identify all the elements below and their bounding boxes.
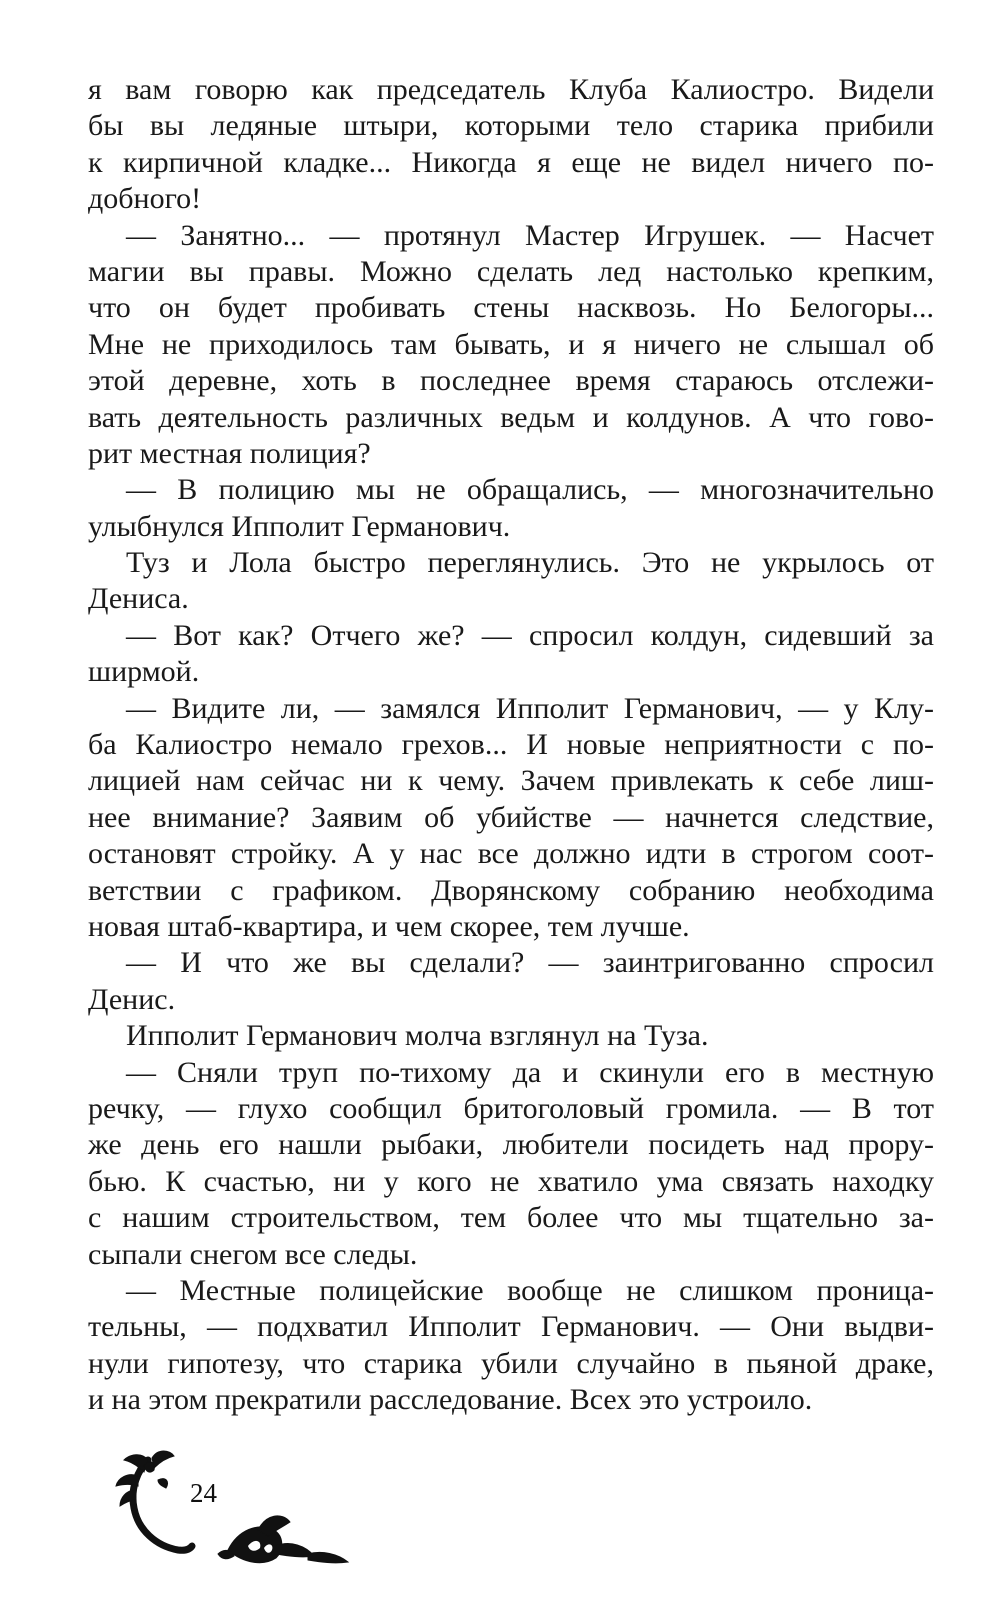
text-line: — Занятно... — протянул Мастер Игрушек. — Насчет xyxy=(126,218,934,252)
text-line: добного! xyxy=(88,182,202,216)
paragraph xyxy=(88,218,934,473)
text-line: — Видите ли, — замялся Ипполит Германович, — у Клу- xyxy=(126,691,934,725)
paragraph xyxy=(88,472,934,545)
paragraph xyxy=(88,1055,934,1273)
text-line: с нашим строительством, тем более что мы тщательно за- xyxy=(88,1201,934,1235)
text-line: остановят стройку. А у нас все должно идти в строгом соот- xyxy=(88,837,934,871)
text-line: бью. К счастью, ни у кого не хватило ума связать находку xyxy=(88,1164,934,1198)
text-line: этой деревне, хоть в последнее время стараюсь отслежи- xyxy=(88,364,934,398)
paragraph xyxy=(88,545,934,618)
text-line: сыпали снегом все следы. xyxy=(88,1237,418,1271)
text-line: Туз и Лола быстро переглянулись. Это не укрылось от xyxy=(126,546,934,580)
text-line: речку, — глухо сообщил бритоголовый громила. — В тот xyxy=(88,1091,934,1125)
text-line: — И что же вы сделали? — заинтригованно спросил xyxy=(126,946,934,980)
floral-ornament-icon xyxy=(108,1450,358,1570)
text-line: бы вы ледяные штыри, которыми тело старика прибили xyxy=(88,109,934,143)
text-line: ба Калиостро немало грехов... И новые неприятности с по- xyxy=(88,728,934,762)
text-line: Мне не приходилось там бывать, и я ничего не слышал об xyxy=(88,327,934,361)
text-line: — Местные полицейские вообще не слишком проница- xyxy=(126,1273,934,1307)
text-line: рит местная полиция? xyxy=(88,436,371,470)
text-line: — Сняли труп по-тихому да и скинули его в местную xyxy=(126,1055,934,1089)
text-line: Ипполит Германович молча взглянул на Туза. xyxy=(126,1019,709,1053)
paragraph xyxy=(88,945,934,1018)
text-line: новая штаб-квартира, и чем скорее, тем лучше. xyxy=(88,909,690,943)
text-line: к кирпичной кладке... Никогда я еще не видел ничего по- xyxy=(88,145,934,179)
paragraph xyxy=(88,691,934,946)
paragraph xyxy=(88,1273,934,1419)
text-line: и на этом прекратили расследование. Всех это устроило. xyxy=(88,1383,813,1417)
text-line: тельны, — подхватил Ипполит Германович. — Они выдви- xyxy=(88,1310,934,1344)
text-line: что он будет пробивать стены насквозь. Но Белогоры... xyxy=(88,291,934,325)
text-line: лицией нам сейчас ни к чему. Зачем привлекать к себе лиш- xyxy=(88,764,934,798)
text-line: ветствии с графиком. Дворянскому собранию необходима xyxy=(88,873,934,907)
page-footer xyxy=(108,1450,358,1570)
page-number: 24 xyxy=(190,1478,217,1508)
text-line: — Вот как? Отчего же? — спросил колдун, сидевший за xyxy=(126,618,934,652)
paragraph xyxy=(88,618,934,691)
text-line: Дениса. xyxy=(88,582,189,616)
paragraph xyxy=(88,72,934,218)
page-body xyxy=(88,72,934,1418)
text-line: магии вы правы. Можно сделать лед настолько крепким, xyxy=(88,254,934,288)
text-line: нули гипотезу, что старика убили случайно в пьяной драке, xyxy=(88,1346,934,1380)
text-line: — В полицию мы не обращались, — многозначительно xyxy=(126,473,934,507)
text-line: я вам говорю как председатель Клуба Калиостро. Видели xyxy=(88,73,934,106)
text-line: улыбнулся Ипполит Германович. xyxy=(88,509,511,543)
text-line: же день его нашли рыбаки, любители посидеть над прору- xyxy=(88,1128,934,1162)
text-line: ширмой. xyxy=(88,655,200,689)
text-line: Денис. xyxy=(88,982,176,1016)
text-line: нее внимание? Заявим об убийстве — начнется следствие, xyxy=(88,800,934,834)
text-line: вать деятельность различных ведьм и колдунов. А что гово- xyxy=(88,400,934,434)
paragraph xyxy=(88,1018,934,1054)
